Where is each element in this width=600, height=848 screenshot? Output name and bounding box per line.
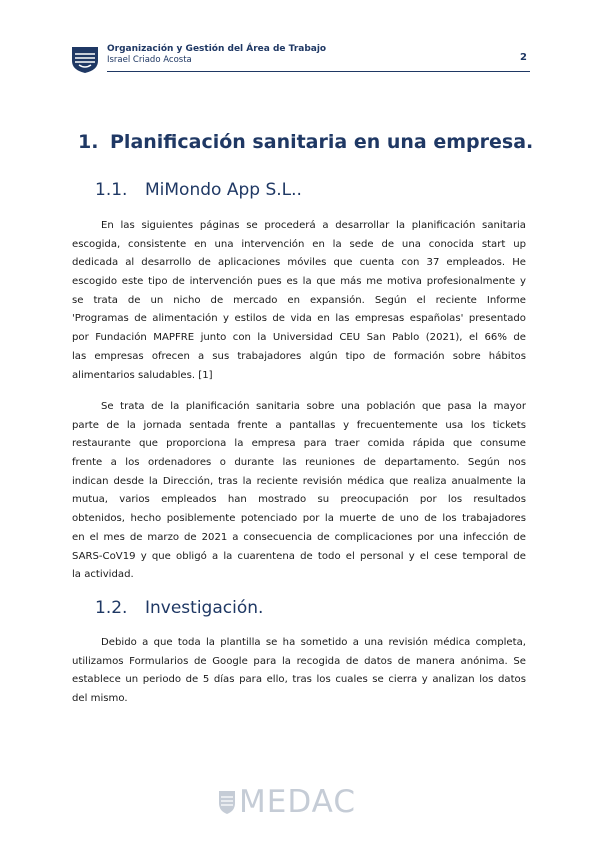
subsection-title: MiMondo App S.L.. [145,180,302,200]
paragraph-line: Se trata de la planificación sanitaria sobre una población que pasa la mayor [101,401,526,412]
paragraph-line: establece un periodo de 5 días para ello, tras los cuales se cierra y analizan los datos [72,674,526,686]
header-author: Israel Criado Acosta [107,55,192,65]
paragraph-line: del mismo. [72,693,128,705]
medac-shield-icon [218,789,236,815]
header-divider [107,71,530,72]
paragraph-line: en el mes de marzo de 2021 a consecuencia de complicaciones por una infección de [72,531,526,543]
paragraph-line: parte de la jornada sentada frente a pantallas y frecuentemente usa los tickets [72,419,526,431]
paragraph-line: alimentarios saludables. [1] [72,369,213,381]
header-title: Organización y Gestión del Área de Trabajo [107,44,327,54]
medac-shield-icon [70,44,100,74]
paragraph-line: escogida, consistente en una intervención en la sede de una conocida start up [72,238,526,250]
paragraph-line: En las siguientes páginas se procederá a desarrollar la planificación sanitaria [101,220,526,231]
paragraph-line: por Fundación MAPFRE junto con la Universidad CEU San Pablo (2021), el 66% de [72,332,526,344]
page-header [70,42,530,76]
paragraph-line: Debido a que toda la plantilla se ha sometido a una revisión médica completa, [101,637,526,648]
section-number: 1. [78,131,99,153]
paragraph-line: la actividad. [72,569,134,581]
paragraph-line: SARS-CoV19 y que obligó a la cuarentena de todo el personal y el cese temporal de [72,550,526,562]
paragraph-line: dedicada al desarrollo de aplicaciones móviles que cuenta con 37 empleados. He [72,257,526,269]
footer-brand: MEDAC [239,784,356,820]
paragraph-line: obtenidos, hecho posiblemente potenciado por la muerte de uno de los trabajadores [72,513,526,525]
paragraph-line: mutua, varios empleados han mostrado su preocupación por los resultados [72,494,526,506]
paragraph-line: 'Programas de alimentación y estilos de vida en las empresas españolas' presentado [72,313,526,325]
paragraph-line: se trata de un nicho de mercado en expansión. Según el reciente Informe [72,294,526,306]
paragraph-line: frente a los ordenadores o durante las reuniones de departamento. Según nos [72,457,526,469]
subsection-number: 1.1. [95,180,128,200]
paragraph-2 [72,398,526,585]
paragraph-line: escogido este tipo de intervención pues es la que más me motiva profesionalmente y [72,276,526,288]
paragraph-line: las empresas ofrecen a sus trabajadores algún tipo de formación sobre hábitos [72,350,526,362]
paragraph-line: indican desde la Dirección, tras la reciente revisión médica que realiza anualmente la [72,475,526,487]
section-heading [78,131,533,153]
paragraph-1 [72,217,526,385]
subsection-number: 1.2. [95,598,128,618]
subsection-title: Investigación. [145,598,264,618]
page-number: 2 [520,52,527,63]
paragraph-3 [72,634,526,709]
paragraph-line: restaurante que proporciona la empresa para traer comida rápida que consume [72,438,526,450]
subsection-heading-1 [95,180,302,200]
subsection-heading-2 [95,598,263,618]
section-title: Planificación sanitaria en una empresa. [110,131,534,153]
paragraph-line: utilizamos Formularios de Google para la recogida de datos de manera anónima. Se [72,655,526,667]
